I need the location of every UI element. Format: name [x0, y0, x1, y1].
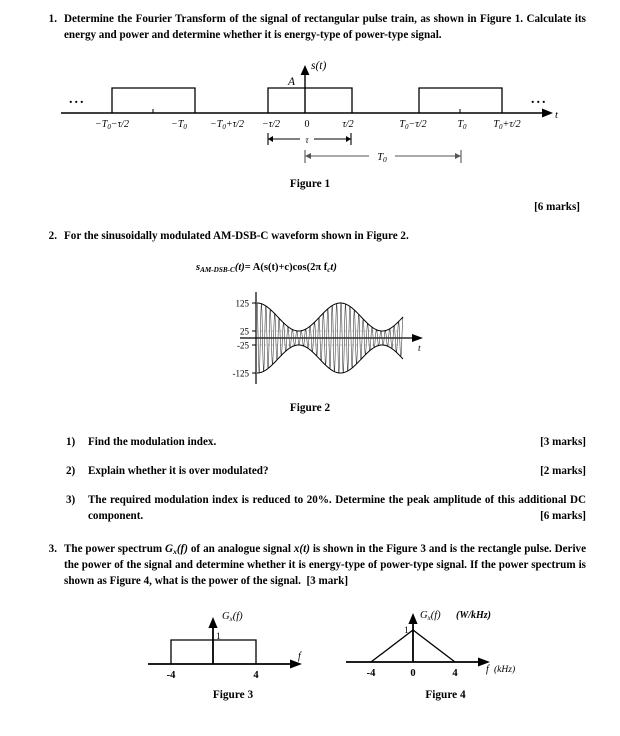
- figure-3-axis-label-f: f: [298, 651, 301, 662]
- question-3-number: 3.: [48, 543, 57, 555]
- equation-rhs: = A(s(t)+c)cos(2π f: [244, 262, 328, 273]
- figure-1-tick-label-0: $-T_0-\tau/2$: [95, 119, 129, 131]
- figure-1-T0-arrow-right: [455, 153, 461, 159]
- equation-rhs-subscript: c: [327, 266, 331, 274]
- question-3-symbol-xt: x(t): [293, 543, 310, 555]
- question-3-symbol-gx-sub: x: [173, 547, 177, 556]
- am-dsb-c-equation: [196, 262, 337, 273]
- question-3-part-3: is shown in the Figure 3 and is the rectangle pulse. Derive the power of the signal and determine whether it is energy-type of power-type signal. If the power spectrum is shown as Figure 4, what is the power of the signal.: [64, 543, 587, 587]
- equation-lhs-symbol: s: [196, 262, 201, 273]
- question-1-marks: [6 marks]: [534, 201, 580, 213]
- question-2-sub-2-marks: [2 marks]: [540, 465, 586, 477]
- figure-3-y-axis-label: Gx(f): [222, 611, 243, 623]
- question-2-sub-1-marks: [3 marks]: [540, 436, 586, 448]
- figure-1-tau-arrow-left: [268, 136, 273, 142]
- figure-1-ellipsis-left: ...: [69, 92, 86, 107]
- question-2-sub-3-number: 3): [66, 494, 76, 506]
- equation-lhs-subscript: AM-DSB-C: [200, 266, 235, 274]
- question-3-text: [64, 542, 586, 589]
- figure-1-tau-arrow-right: [346, 136, 351, 142]
- figure-1-tick-label-4: 0: [304, 119, 310, 130]
- figure-3-y-axis-arrow: [208, 617, 217, 628]
- question-2-sub-3-marks: [6 marks]: [540, 510, 586, 523]
- question-2-sub-2-text: Explain whether it is over modulated?: [88, 465, 269, 477]
- question-2: [38, 229, 586, 245]
- question-2-sub-1-body: [88, 434, 586, 450]
- figure-1-graphic: [55, 55, 565, 185]
- equation-rhs-end: t): [330, 262, 337, 273]
- figure-2: [210, 288, 440, 393]
- figure-3-xtick-4: 4: [253, 670, 259, 681]
- figure-3-height-label: 1: [216, 632, 221, 642]
- figure-4-xtick-minus4: -4: [366, 668, 376, 679]
- figure-1-tick-label-5: τ/2: [342, 119, 354, 130]
- figure-1-pulse-center: [268, 88, 352, 113]
- figure-4-y-units: (W/kHz): [456, 610, 491, 621]
- figure-1-T0-arrow-left: [305, 153, 311, 159]
- question-3: [38, 542, 586, 589]
- question-2-sub-1: [66, 434, 586, 450]
- figure-1-tick-label-2: $-T_0+\tau/2$: [210, 119, 244, 131]
- figure-2-caption: Figure 2: [289, 402, 331, 414]
- question-2-sub-3-text: The required modulation index is reduced to 20%. Determine the peak amplitude of this additional DC component.: [88, 494, 586, 523]
- question-2-sub-2-body: [88, 463, 586, 479]
- figure-1: [55, 55, 565, 190]
- figure-3: [138, 596, 328, 689]
- figure-2-lower-envelope: [257, 345, 403, 373]
- figure-2-x-axis-arrow: [412, 334, 423, 342]
- figure-4-y-axis-arrow: [408, 613, 417, 624]
- question-3-part-2: of an analogue signal: [187, 543, 294, 555]
- question-3-part-1: The power spectrum: [64, 543, 166, 555]
- figure-1-caption: Figure 1: [289, 178, 331, 190]
- figure-1-tick-label-8: $T_0+\tau/2$: [493, 119, 521, 131]
- figure-4-axis-label-f: f: [486, 664, 489, 675]
- figure-3-caption: Figure 3: [212, 689, 254, 701]
- question-3-symbol-gx: G: [165, 543, 174, 555]
- figure-4-xtick-4: 4: [452, 668, 458, 679]
- question-3-symbol-gx-arg: (f): [176, 543, 188, 555]
- figure-2-ylabel-neg125: -125: [232, 368, 249, 379]
- figure-4-peak-label: 1: [404, 626, 409, 636]
- question-2-sub-3: [66, 492, 586, 524]
- question-1-text: Determine the Fourier Transform of the signal of rectangular pulse train, as shown in Figure 1. Calculate its energy and power and determine whether it is energy-type of power-type signal.: [64, 13, 586, 41]
- figure-1-tick-label-7: $T_0$: [457, 119, 467, 131]
- figure-2-upper-envelope: [257, 303, 403, 331]
- figure-3-xtick-minus4: -4: [166, 670, 176, 681]
- figure-1-tick-label-3: −τ/2: [261, 119, 281, 130]
- figure-2-axis-label-t: t: [418, 344, 421, 354]
- figure-4-xtick-0: 0: [410, 668, 416, 679]
- question-2-sub-1-text: Find the modulation index.: [88, 436, 217, 448]
- figure-4-axis-units: (kHz): [494, 665, 516, 675]
- question-2-sub-3-body: [88, 492, 586, 524]
- figure-1-time-axis-arrow: [542, 109, 553, 118]
- figure-3-graphic: [138, 596, 328, 684]
- figure-1-T0-label: T0: [377, 152, 387, 164]
- figure-1-tick-label-1: $-T_0$: [171, 119, 187, 131]
- figure-4-graphic: [338, 592, 553, 684]
- question-2-text: For the sinusoidally modulated AM-DSB-C waveform shown in Figure 2.: [64, 230, 409, 242]
- figure-4-caption: Figure 4: [425, 689, 466, 701]
- question-3-marks: [3 mark]: [306, 574, 349, 587]
- figure-2-graphic: [210, 288, 440, 388]
- figure-4-y-axis-label: Gx(f): [420, 610, 441, 622]
- figure-1-amplitude-axis-arrow: [301, 65, 310, 75]
- question-2-number: 2.: [48, 230, 57, 242]
- figure-1-ellipsis-right: ...: [531, 92, 548, 107]
- figure-2-ylabel-neg25: -25: [237, 340, 249, 351]
- question-2-sub-2: [66, 463, 586, 479]
- figure-1-amplitude-label: A: [288, 76, 296, 88]
- figure-1-signal-label: s(t): [311, 60, 327, 72]
- figure-1-tau-label: τ: [305, 135, 309, 145]
- figure-1-tick-label-6: $T_0-\tau/2$: [399, 119, 427, 131]
- figure-4: [338, 592, 553, 689]
- figure-2-ylabel-25: 25: [240, 326, 249, 337]
- question-1-number: 1.: [48, 13, 57, 25]
- question-2-sub-2-number: 2): [66, 465, 76, 477]
- equation-lhs-arg: (t): [234, 262, 245, 273]
- figure-2-ylabel-125: 125: [235, 298, 249, 309]
- question-2-sub-1-number: 1): [66, 436, 76, 448]
- figure-1-axis-label-t: t: [555, 110, 558, 121]
- question-1: [38, 12, 586, 44]
